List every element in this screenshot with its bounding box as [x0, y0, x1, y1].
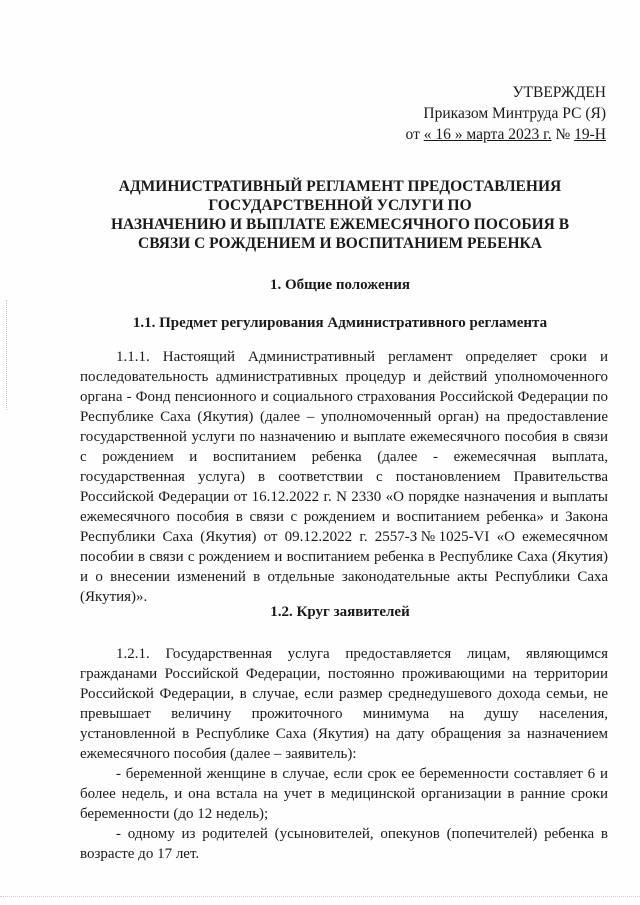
title-line-1: АДМИНИСТРАТИВНЫЙ РЕГЛАМЕНТ ПРЕДОСТАВЛЕНИЯ	[118, 178, 562, 195]
approval-date: « 16 » марта 2023 г.	[423, 126, 552, 143]
list-item-pregnant: - беременной женщине в случае, если срок ее беременности составляет 6 и более недель, и она встала на учет в медицинской организации в ранние сроки беременности (до 12 недель);	[80, 766, 608, 822]
section-heading-applicants: 1.2. Круг заявителей	[270, 604, 410, 620]
title-line-2: ГОСУДАРСТВЕННОЙ УСЛУГИ ПО	[208, 197, 472, 214]
paragraph-1-2-1: 1.2.1. Государственная услуга предоставляется лицам, являющимся гражданами Российской Федерации, постоянно проживающими на территории Российской Федерации, в случае, если размер среднедушевого дохода семьи, не превышает величину прожиточного минимума на душу населения, установленной в Республике Саха (Якутия) на дату обращения за назначением ежемесячного пособия (далее – заявитель):	[80, 646, 608, 762]
approval-number: 19-Н	[574, 126, 606, 143]
approval-prefix: от	[405, 126, 424, 143]
document-title	[60, 177, 620, 253]
paragraph-1-1-1: 1.1.1. Настоящий Административный регламент определяет сроки и последовательность административных процедур и действий уполномоченного органа - Фонд пенсионного и социального страхования Российской Федерации по Республике Саха (Якутия) (далее – уполномоченный орган) на предоставление государственной услуги по назначению и выплате ежемесячного пособия в связи с рождением и воспитанием ребенка (далее - ежемесячная выплата, государственная услуга) в соответствии с постановлением Правительства Российской Федерации от 16.12.2022 г. N 2330 «О порядке назначения и выплаты ежемесячного пособия в связи с рождением и воспитанием ребенка» и Закона Республики Саха (Якутия) от 09.12.2022 г. 2557-З№1025-VI «О ежемесячном пособии в связи с рождением и воспитанием ребенка в Республике Саха (Якутия) и о внесении изменений в отдельные законодательные акты Республики Саха (Якутия)».	[80, 349, 608, 605]
approval-line-date	[406, 124, 606, 145]
list-item-parent: - одному из родителей (усыновителей, опекунов (попечителей) ребенка в возрасте до 17 лет.	[80, 826, 608, 862]
scan-edge-left	[6, 300, 8, 410]
section-heading-general: 1. Общие положения	[269, 277, 411, 293]
title-line-3: НАЗНАЧЕНИЮ И ВЫПЛАТЕ ЕЖЕМЕСЯЧНОГО ПОСОБИЯ В	[110, 216, 570, 233]
section-1-2-body	[80, 644, 608, 864]
approval-line-order: Приказом Минтруда РС (Я)	[423, 105, 606, 122]
section-heading-subject: 1.1. Предмет регулирования Административного регламента	[132, 315, 548, 331]
approval-stamp	[406, 82, 606, 145]
title-line-4: СВЯЗИ С РОЖДЕНИЕМ И ВОСПИТАНИЕМ РЕБЕНКА	[138, 235, 542, 252]
scan-edge-bottom	[0, 896, 640, 897]
approval-line-approved: УТВЕРЖДЕН	[512, 84, 606, 101]
approval-number-label: №	[551, 126, 575, 143]
section-1-1-body	[80, 347, 608, 607]
